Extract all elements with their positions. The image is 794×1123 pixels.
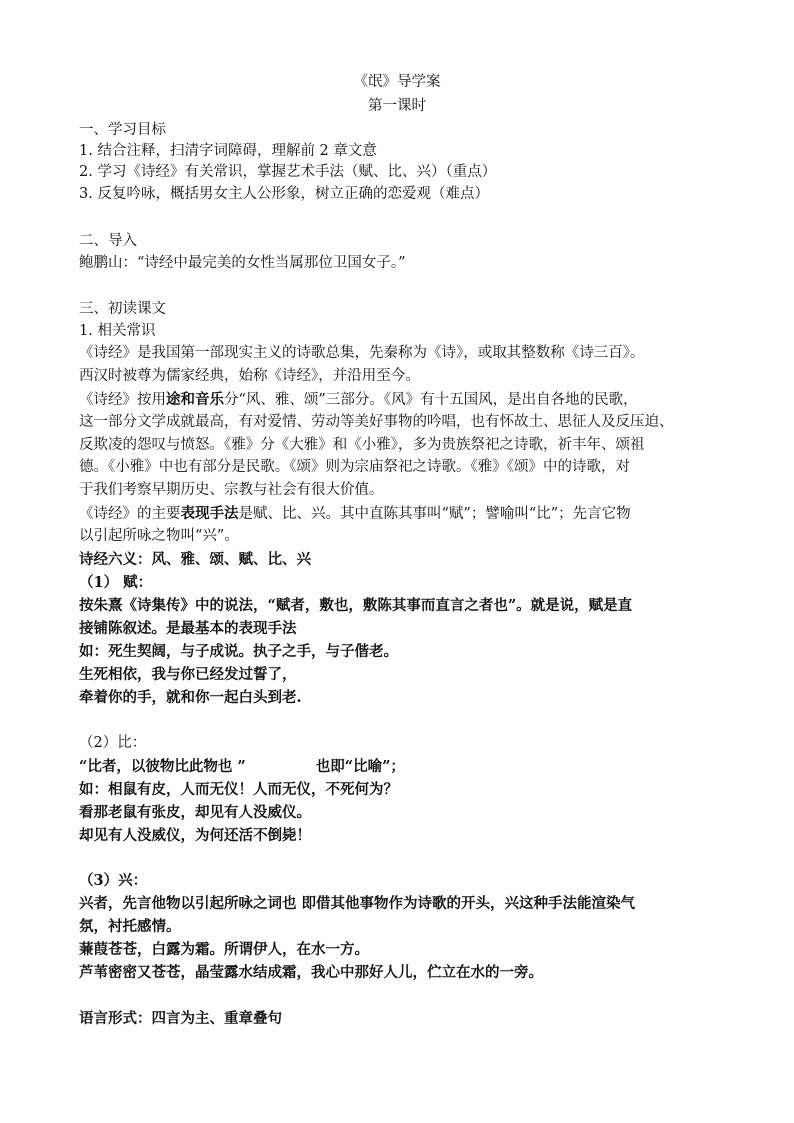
xing-heading: （3）兴： <box>79 872 148 889</box>
knowledge-para-line: 德。《小雅》中也有部分是民歌。《颂》则为宗庙祭祀之诗歌。《雅》《颂》中的诗歌，对 <box>79 459 630 475</box>
fu-line: 牵着你的手，就和你一起白头到老. <box>79 689 302 706</box>
doc-title: 《氓》导学案 <box>353 74 441 90</box>
fu-line: 按朱熹《诗集传》中的说法，“赋者，敷也，敷陈其事而直言之者也”。就是说，赋是直 <box>79 597 633 614</box>
bi-line: 如：相鼠有皮，人而无仪！人而无仪，不死何为？ <box>79 781 398 798</box>
intro-heading: 二、导入 <box>79 233 137 249</box>
knowledge-para-line: 西汉时被尊为儒家经典，始称《诗经》，并沿用至今。 <box>79 368 420 384</box>
bi-line: 看那老鼠有张皮，却见有人没威仪。 <box>79 804 311 821</box>
knowledge-para-line: 于我们考察早期历史、宗教与社会有很大价值。 <box>79 482 384 498</box>
bi-line: 却见有人没威仪，为何还活不倒毙！ <box>79 827 311 844</box>
six-principles: 诗经六义：风、雅、颂、赋、比、兴 <box>79 551 311 568</box>
fu-line: 如：死生契阔，与子成说。执子之手，与子偕老。 <box>79 643 398 660</box>
objectives-heading: 一、学习目标 <box>79 122 166 138</box>
bi-definition: “比者，以彼物比此物也 ” 也即“比喻”； <box>79 758 405 775</box>
knowledge-para-line: 《诗经》的主要表现手法是赋、比、兴。其中直陈其事叫“赋”；譬喻叫“比”；先言它物 <box>79 505 631 522</box>
objective-item: 2. 学习《诗经》有关常识，掌握艺术手法（赋、比、兴）（重点） <box>79 164 497 180</box>
knowledge-para-line: 反欺凌的怨叹与愤怒。《雅》分《大雅》和《小雅》，多为贵族祭祀之诗歌，祈丰年、颂祖 <box>79 437 645 453</box>
language-form: 语言形式：四言为主、重章叠句 <box>79 1010 282 1027</box>
reading-heading: 三、初读课文 <box>79 301 166 317</box>
xing-line: 兴者，先言他物以引起所咏之词也 即借其他事物作为诗歌的开头，兴这种手法能渲染气 <box>79 895 636 912</box>
knowledge-para-line: 这一部分文学成就最高，有对爱情、劳动等美好事物的吟唱，也有怀故土、思征人及反压迫、 <box>79 414 674 430</box>
objective-item: 3. 反复吟咏，概括男女主人公形象，树立正确的恋爱观（难点） <box>79 186 489 202</box>
knowledge-para-line: 以引起所咏之物叫“兴”。 <box>79 528 239 544</box>
knowledge-para-line: 《诗经》是我国第一部现实主义的诗歌总集，先秦称为《诗》，或取其整数称《诗三百》。 <box>79 345 645 361</box>
bold-term: 表现手法 <box>180 505 239 522</box>
objective-item: 1. 结合注释，扫清字词障碍，理解前 2 章文意 <box>79 143 377 159</box>
xing-line: 芦苇密密又苍苍，晶莹露水结成霜，我心中那好人儿，伫立在水的一旁。 <box>79 964 543 981</box>
bold-term: 途和音乐 <box>166 391 224 408</box>
doc-subtitle: 第一课时 <box>368 98 426 114</box>
fu-line: 生死相依，我与你已经发过誓了， <box>79 666 297 683</box>
fu-line: 接铺陈叙述。是最基本的表现手法 <box>79 620 297 637</box>
knowledge-para-line: 《诗经》按用途和音乐分“风、雅、颂”三部分。《风》有十五国风，是出自各地的民歌， <box>79 391 638 408</box>
fu-heading: （1） 赋： <box>79 574 153 591</box>
knowledge-subheading: 1. 相关常识 <box>79 323 156 339</box>
xing-line: 氛，衬托感情。 <box>79 918 181 935</box>
bi-heading: （2）比： <box>79 735 147 751</box>
intro-quote: 鲍鹏山：“诗经中最完美的女性当属那位卫国女子。” <box>79 255 406 271</box>
xing-line: 蒹葭苍苍，白露为霜。所谓伊人，在水一方。 <box>79 941 369 958</box>
